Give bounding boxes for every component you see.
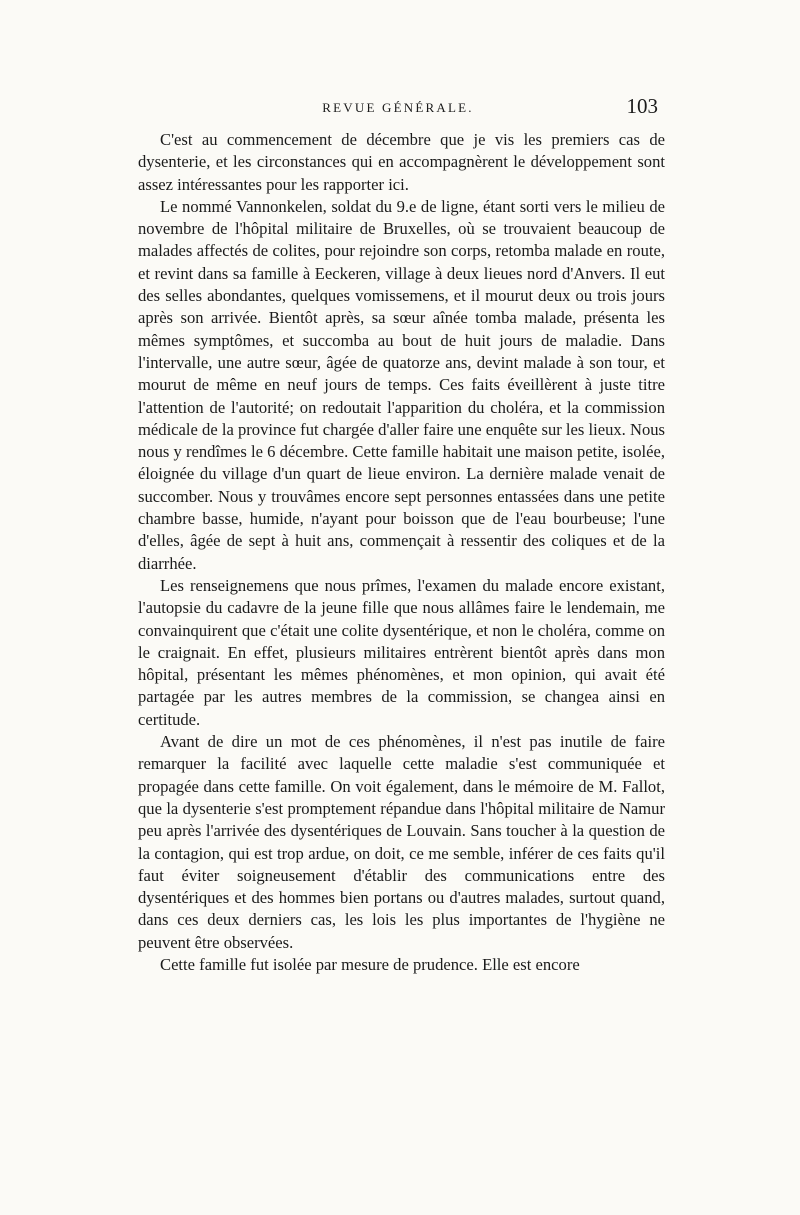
- paragraph: C'est au commencement de décembre que je vis les premiers cas de dysenterie, et les circonstances qui en accompagnèrent le développement sont assez intéressantes pour les rapporter ici.: [138, 130, 665, 194]
- paragraph: Le nommé Vannonkelen, soldat du 9.e de ligne, étant sorti vers le milieu de novembre de l'hôpital militaire de Bruxelles, où se trouvaient beaucoup de malades affectés de colites, pour rejoindre son corps, retomba malade en route, et revint dans sa famille à Eeckeren, village à deux lieues nord d'Anvers. Il eut des selles abondantes, quelques vomissemens, et il mourut deux ou trois jours après son arrivée. Bientôt après, sa sœur aînée tomba malade, présenta les mêmes symptômes, et succomba au bout de huit jours de maladie. Dans l'intervalle, une autre sœur, âgée de quatorze ans, devint malade à son tour, et mourut de même en neuf jours de temps. Ces faits éveillèrent à juste titre l'attention de l'autorité; on redoutait l'apparition du choléra, et la commission médicale de la province fut chargée d'aller faire une enquête sur les lieux. Nous nous y rendîmes le 6 décembre. Cette famille habitait une maison petite, isolée, éloignée du village d'un quart de lieue environ. La dernière malade venait de succomber. Nous y trouvâmes encore sept personnes entassées dans une petite chambre basse, humide, n'ayant pour boisson que de l'eau bourbeuse; l'une d'elles, âgée de sept à huit ans, commençait à ressentir des coliques et de la diarrhée.: [138, 196, 666, 573]
- page-header: [138, 94, 658, 124]
- paragraph: Avant de dire un mot de ces phénomènes, il n'est pas inutile de faire remarquer la facilité avec laquelle cette maladie s'est communiquée et propagée dans cette famille. On voit également, dans le mémoire de M. Fallot, que la dysenterie s'est promptement répandue dans l'hôpital militaire de Namur peu après l'arrivée des dysentériques de Louvain. Sans toucher à la question de la contagion, qui est trop ardue, on doit, ce me semble, inférer de ces faits qu'il faut éviter soigneusement d'établir des communications entre des dysentériques et des hommes bien portans ou d'autres malades, surtout quand, dans ces deux derniers cas, les lois les plus importantes de l'hygiène ne peuvent être observées.: [138, 732, 665, 952]
- page-number: 103: [626, 94, 658, 118]
- paragraph: Les renseignemens que nous prîmes, l'examen du malade encore existant, l'autopsie du cadavre de la jeune fille que nous allâmes faire le lendemain, me convainquirent que c'était une colite dysentérique, et non le choléra, comme on le craignait. En effet, plusieurs militaires entrèrent bientôt après dans mon hôpital, présentant les mêmes phénomènes, et mon opinion, qui avait été partagée par les autres membres de la commission, se changea ainsi en certitude.: [138, 575, 665, 729]
- paragraph: Cette famille fut isolée par mesure de prudence. Elle est encore: [160, 954, 580, 974]
- running-title: REVUE GÉNÉRALE.: [322, 100, 474, 115]
- body-text: [138, 129, 665, 976]
